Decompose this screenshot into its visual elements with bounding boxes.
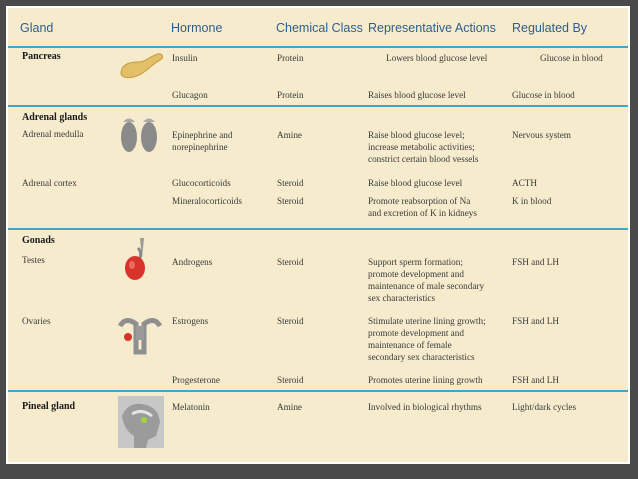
ovary-icon bbox=[116, 312, 162, 358]
gland-pancreas: Pancreas bbox=[22, 51, 61, 62]
action-estrogens-1: Stimulate uterine lining growth; bbox=[368, 316, 486, 326]
endocrine-table bbox=[6, 6, 630, 464]
hormone-mineralocorticoids: Mineralocorticoids bbox=[172, 196, 242, 206]
action-estrogens-4: secondary sex characteristics bbox=[368, 352, 475, 362]
action-epinephrine-1: Raise blood glucose level; bbox=[368, 130, 465, 140]
hormone-glucocorticoids: Glucocorticoids bbox=[172, 178, 231, 188]
pancreas-icon bbox=[118, 48, 164, 82]
class-insulin: Protein bbox=[277, 53, 304, 63]
table-header bbox=[8, 8, 628, 48]
divider bbox=[8, 390, 628, 392]
action-glucocorticoids: Raise blood glucose level bbox=[368, 178, 463, 188]
regulated-melatonin: Light/dark cycles bbox=[512, 402, 577, 412]
action-epinephrine-2: increase metabolic activities; bbox=[368, 142, 475, 152]
header-gland: Gland bbox=[20, 21, 54, 35]
action-estrogens-2: promote development and bbox=[368, 328, 464, 338]
action-estrogens-3: maintenance of female bbox=[368, 340, 452, 350]
regulated-glucagon: Glucose in blood bbox=[512, 90, 575, 100]
class-glucagon: Protein bbox=[277, 90, 304, 100]
hormone-insulin: Insulin bbox=[172, 53, 198, 63]
divider bbox=[8, 228, 628, 230]
header-chemical-class: Chemical Class bbox=[276, 21, 363, 35]
subgland-adrenal-medulla: Adrenal medulla bbox=[22, 129, 84, 139]
action-mineralocorticoids-1: Promote reabsorption of Na bbox=[368, 196, 471, 206]
regulated-glucocorticoids: ACTH bbox=[512, 178, 538, 188]
action-androgens-3: maintenance of male secondary bbox=[368, 281, 485, 291]
action-androgens-2: promote development and bbox=[368, 269, 464, 279]
gland-adrenal: Adrenal glands bbox=[22, 112, 88, 123]
regulated-mineralocorticoids: K in blood bbox=[512, 196, 552, 206]
regulated-estrogens: FSH and LH bbox=[512, 316, 559, 326]
action-melatonin: Involved in biological rhythms bbox=[368, 402, 482, 412]
hormone-progesterone: Progesterone bbox=[172, 375, 220, 385]
class-epinephrine: Amine bbox=[277, 130, 303, 140]
action-mineralocorticoids-2: and excretion of K in kidneys bbox=[368, 208, 477, 218]
pineal-gland-icon bbox=[118, 396, 164, 448]
hormone-melatonin: Melatonin bbox=[172, 402, 210, 412]
subgland-ovaries: Ovaries bbox=[22, 316, 51, 326]
action-epinephrine-3: constrict certain blood vessels bbox=[368, 154, 479, 164]
subgland-testes: Testes bbox=[22, 255, 45, 265]
gland-pineal: Pineal gland bbox=[22, 401, 76, 412]
class-mineralocorticoids: Steroid bbox=[277, 196, 304, 206]
header-hormone: Hormone bbox=[171, 21, 223, 35]
regulated-epinephrine: Nervous system bbox=[512, 130, 571, 140]
hormone-estrogens: Estrogens bbox=[172, 316, 209, 326]
class-estrogens: Steroid bbox=[277, 316, 304, 326]
class-melatonin: Amine bbox=[277, 402, 303, 412]
subgland-adrenal-cortex: Adrenal cortex bbox=[22, 178, 77, 188]
gland-gonads: Gonads bbox=[22, 235, 55, 246]
hormone-epinephrine-1: Epinephrine and bbox=[172, 130, 233, 140]
hormone-epinephrine-2: norepinephrine bbox=[172, 142, 228, 152]
testis-icon bbox=[118, 236, 154, 284]
divider bbox=[8, 105, 628, 107]
action-androgens-1: Support sperm formation; bbox=[368, 257, 463, 267]
class-progesterone: Steroid bbox=[277, 375, 304, 385]
action-progesterone: Promotes uterine lining growth bbox=[368, 375, 483, 385]
action-androgens-4: sex characteristics bbox=[368, 293, 436, 303]
regulated-androgens: FSH and LH bbox=[512, 257, 559, 267]
hormone-glucagon: Glucagon bbox=[172, 90, 208, 100]
action-glucagon: Raises blood glucose level bbox=[368, 90, 466, 100]
header-regulated-by: Regulated By bbox=[512, 21, 588, 35]
hormone-androgens: Androgens bbox=[172, 257, 213, 267]
action-insulin: Lowers blood glucose level bbox=[386, 53, 488, 63]
class-androgens: Steroid bbox=[277, 257, 304, 267]
header-actions: Representative Actions bbox=[368, 21, 496, 35]
adrenal-glands-icon bbox=[116, 112, 162, 158]
class-glucocorticoids: Steroid bbox=[277, 178, 304, 188]
regulated-insulin: Glucose in blood bbox=[540, 53, 603, 63]
regulated-progesterone: FSH and LH bbox=[512, 375, 559, 385]
